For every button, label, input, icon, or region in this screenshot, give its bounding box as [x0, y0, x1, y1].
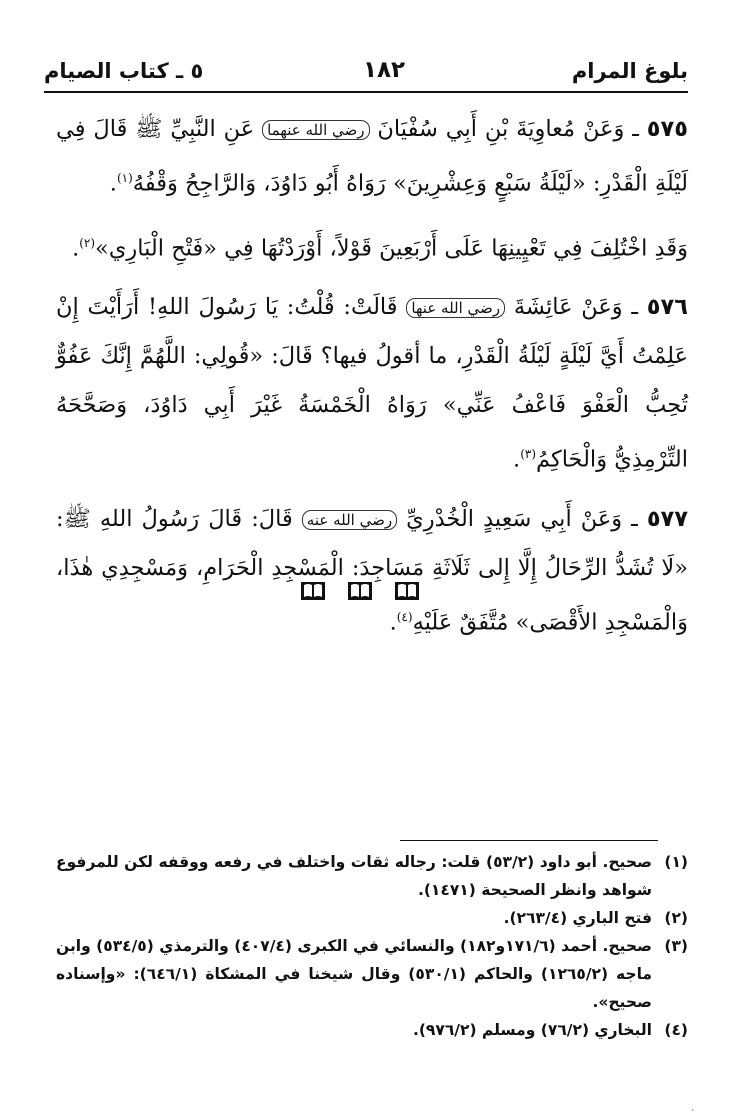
scan-speck: · — [691, 1106, 694, 1115]
honorific-muawiya: رضي الله عنهما — [262, 120, 369, 140]
footnote-number: (١) — [664, 853, 688, 871]
hadith-575 — [56, 105, 688, 209]
hadith-text: ـ وَعَنْ عَائِشَةَ — [513, 294, 639, 320]
book-ornament-icon — [300, 580, 326, 602]
hadith-number: ٥٧٦ — [646, 294, 688, 320]
footnote-ref: (٣) — [520, 447, 537, 461]
running-header — [44, 55, 688, 93]
hadith-text: قَالَ فِي لَيْلَةِ الْقَدْرِ: «لَيْلَةُ سَبْعٍ وَعِشْرِينَ» رَوَاهُ أَبُو دَاوُدَ، وَالرَّاجِحُ وَقْفُهُ — [56, 116, 688, 197]
footnote-separator — [400, 840, 658, 841]
book-title: بلوغ المرام — [571, 59, 688, 83]
footnote-number: (٣) — [664, 937, 688, 955]
full-stop: . — [513, 446, 521, 473]
full-stop: . — [72, 235, 80, 261]
footnote-text: فتح الباري (٢٦٣/٤). — [503, 909, 652, 927]
hadith-text: : «لَا تُشَدُّ الرِّحَالُ إِلَّا إِلى ثَلَاثَةِ مَسَاجِدَ: الْمَسْجِدِ الْحَرَامِ، وَمَسْجِدِي هٰذَا، وَالْمَسْجِدِ الأَقْصَى» مُتَّفَقٌ عَلَيْهِ — [56, 505, 688, 635]
hadith-number: ٥٧٧ — [646, 505, 689, 532]
salawat-icon: ﷺ — [135, 116, 163, 142]
footnote-ref: (١) — [116, 171, 133, 185]
hadith-text: ـ وَعَنْ مُعاوِيَةَ بْنِ أَبِي سُفْيَانَ — [377, 116, 639, 142]
footnote-item — [56, 1016, 688, 1044]
salawat-icon: ﷺ — [63, 505, 91, 532]
full-stop: . — [109, 170, 117, 197]
commentary-paragraph — [56, 219, 688, 274]
footnote-number: (٤) — [664, 1021, 688, 1039]
honorific-aisha: رضي الله عنها — [406, 298, 505, 318]
hadith-text: ـ وَعَنْ أَبِي سَعِيدٍ الْخُدْرِيِّ — [406, 505, 638, 532]
footnote-text: البخاري (٧٦/٢) ومسلم (٩٧٦/٢). — [412, 1021, 652, 1039]
commentary-text: وَقَدِ اخْتُلِفَ فِي تَعْيِينِهَا عَلَى أَرْبَعِينَ قَوْلاً، أَوْرَدْتُهَا فِي «فَتْحِ الْبَارِي» — [95, 235, 688, 261]
hadith-text: قَالَ: قَالَ رَسُولُ اللهِ — [99, 505, 293, 532]
footnote-ref: (٤) — [396, 609, 413, 624]
book-ornament-icon — [394, 580, 420, 602]
footnote-text: صحيح. أبو داود (٥٣/٢) قلت: رجاله ثقات واختلف في رفعه ووقفه لكن للمرفوع شواهد وانظر الصحيحة (١٤٧١). — [56, 853, 653, 899]
book-ornament-icon — [347, 580, 373, 602]
footnote-number: (٢) — [664, 909, 688, 927]
hadith-577 — [56, 495, 688, 648]
hadith-576 — [56, 283, 688, 485]
chapter-title: ٥ ـ كتاب الصيام — [44, 59, 204, 83]
main-text — [56, 105, 688, 647]
footnote-item — [56, 932, 688, 1016]
footnote-ref: (٢) — [79, 235, 96, 250]
footnote-text: صحيح. أحمد (١٧١/٦و١٨٢) والنسائي في الكبرى (٤٠٧/٤) والترمذي (٥٣٤/٥) وابن ماجه (١٢٦٥/٢) والحاكم (٥٣٠/١) وقال شيخنا في المشكاة (٦٤٦/١): «وإسناده صحيح». — [56, 937, 653, 1011]
hadith-number: ٥٧٥ — [646, 116, 688, 142]
section-divider — [300, 580, 420, 606]
honorific-abu-said: رضي الله عنه — [302, 510, 397, 530]
hadith-text: قَالَتْ: قُلْتُ: يَا رَسُولَ اللهِ! أَرَأَيْتَ إِنْ عَلِمْتُ أَيَّ لَيْلَةٍ لَيْلَةُ الْقَدْرِ، ما أقولُ فيها؟ قَالَ: «قُولِي: اللَّهُمَّ إِنَّكَ عَفُوٌّ تُحِبُّ الْعَفْوَ فَاعْفُ عَنِّي» رَوَاهُ الْخَمْسَةُ غَيْرَ أَبِي دَاوُدَ، وَصَحَّحَهُ التِّرْمِذِيُّ وَالْحَاكِمُ — [56, 294, 688, 473]
page-number: ١٨٢ — [362, 57, 406, 83]
footnote-item — [56, 848, 688, 904]
footnote-item — [56, 904, 688, 932]
footnotes — [56, 848, 688, 1044]
full-stop: . — [389, 609, 397, 635]
hadith-text: عَنِ النَّبِيِّ — [170, 116, 255, 142]
